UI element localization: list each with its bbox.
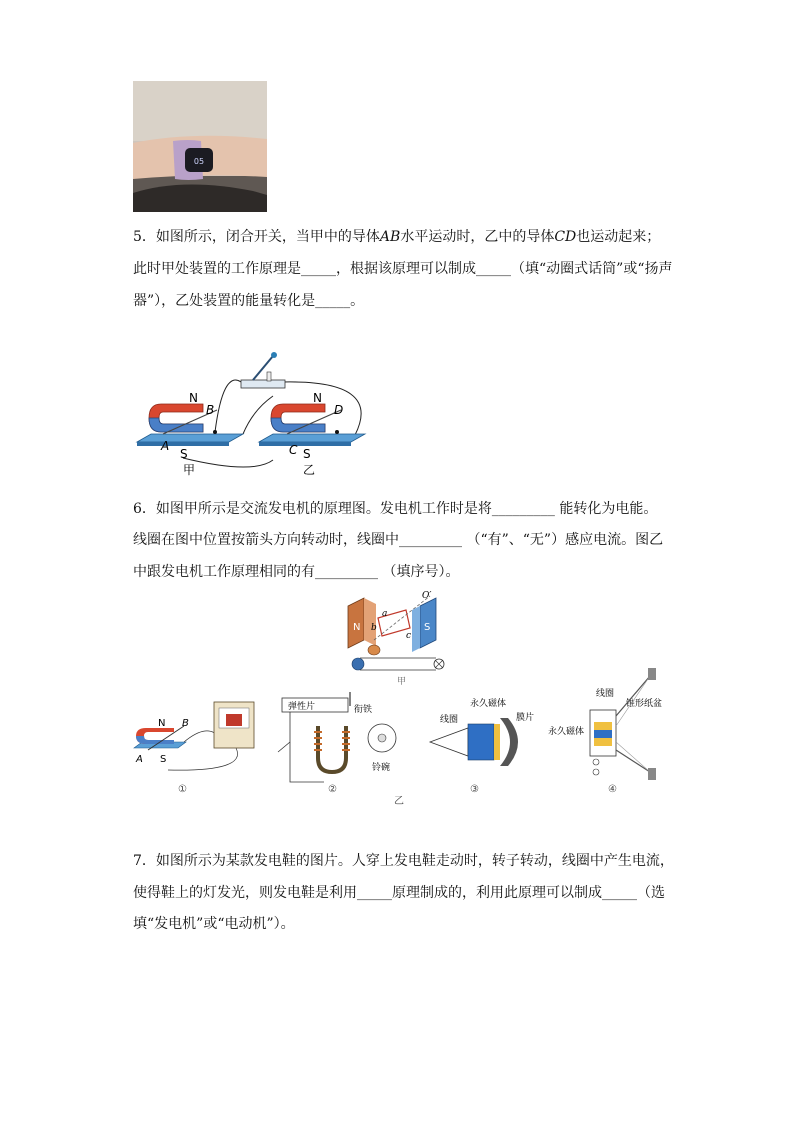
- q6-line3: 中跟发电机工作原理相同的有_________ （填序号）。: [133, 564, 460, 580]
- q6-line2: 线圈在图中位置按箭头方向转动时，线圈中_________ （“有”、“无”）感应电流。图乙: [133, 532, 664, 548]
- q6-jia-caption: 甲: [397, 677, 407, 687]
- q5-fig-s2: S: [303, 447, 311, 461]
- q5-fig-c: C: [289, 443, 298, 457]
- q6-jia-s: S: [424, 622, 431, 633]
- q6-yi-f1-s: S: [160, 754, 167, 765]
- q6-yi-f2-armature: 衔铁: [354, 705, 373, 715]
- q6-yi-f2-bell: 铃碗: [372, 763, 391, 773]
- q6-yi-f1-num: ①: [178, 784, 187, 795]
- q6-yi-f3-magnet: 永久磁体: [470, 699, 507, 709]
- q6-jia-a: a: [382, 609, 388, 619]
- q5-figure: [133, 350, 373, 480]
- q6-yi-f4-magnet: 永久磁体: [548, 727, 585, 737]
- q5-fig-caption1: 甲: [183, 463, 196, 477]
- q6-yi-f3-coil: 线圈: [440, 715, 459, 725]
- q6-yi-caption: 乙: [394, 796, 404, 807]
- band-screen-text: 05: [193, 157, 205, 166]
- q5-fig-s1: S: [180, 447, 188, 461]
- q6-jia-n: N: [353, 622, 361, 633]
- q6-yi-f1-a: A: [136, 754, 143, 765]
- q6-yi-f4-num: ④: [608, 784, 617, 795]
- q5-fig-a: A: [161, 439, 170, 453]
- q6-line1: 6．如图甲所示是交流发电机的原理图。发电机工作时是将_________ 能转化为电能。: [133, 501, 658, 517]
- q6-jia-c: c: [406, 631, 412, 641]
- q6-yi-f1-b: B: [182, 718, 189, 729]
- q6-yi-f4-coil: 线圈: [596, 689, 615, 699]
- q6-yi-f2-spring: 弹性片: [288, 702, 316, 712]
- q5-fig-b: B: [206, 403, 215, 417]
- q6-number: 6．: [133, 501, 156, 517]
- q6-yi-f1-n: N: [158, 718, 166, 729]
- q7-line3: 填“发电机”或“电动机”）。: [133, 916, 295, 932]
- q5-number: 5．: [133, 229, 156, 245]
- q6-yi-f3-film: 膜片: [516, 713, 535, 723]
- q6-jia-o: O′: [422, 591, 432, 601]
- q7-number: 7．: [133, 853, 156, 869]
- q5-fig-caption2: 乙: [303, 463, 316, 477]
- q7-line2: 使得鞋上的灯发光，则发电鞋是利用_____原理制成的，利用此原理可以制成_____（选: [133, 885, 665, 901]
- q7-line1: 7．如图所示为某款发电鞋的图片。人穿上发电鞋走动时，转子转动，线圈中产生电流，: [133, 853, 674, 869]
- q5-line2: 此时甲处装置的工作原理是_____，根据该原理可以制成_____（填“动圈式话筒”或“扬声: [133, 261, 673, 277]
- q5-fig-n1: N: [189, 391, 198, 405]
- q5-line3: 器”），乙处装置的能量转化是_____。: [133, 293, 365, 309]
- q5-line1: 5．如图所示，闭合开关，当甲中的导体AB水平运动时，乙中的导体CD也运动起来；: [133, 229, 661, 245]
- q5-fig-d: D: [334, 403, 344, 417]
- q6-yi-f3-num: ③: [470, 784, 479, 795]
- q6-jia-b: b: [371, 623, 377, 633]
- wristband-photo: [133, 81, 267, 212]
- q6-yi-f4-cone: 锥形纸盆: [626, 699, 663, 709]
- q6-yi-f2-num: ②: [328, 784, 337, 795]
- q6-figure-yi: [128, 662, 694, 807]
- q5-fig-n2: N: [313, 391, 322, 405]
